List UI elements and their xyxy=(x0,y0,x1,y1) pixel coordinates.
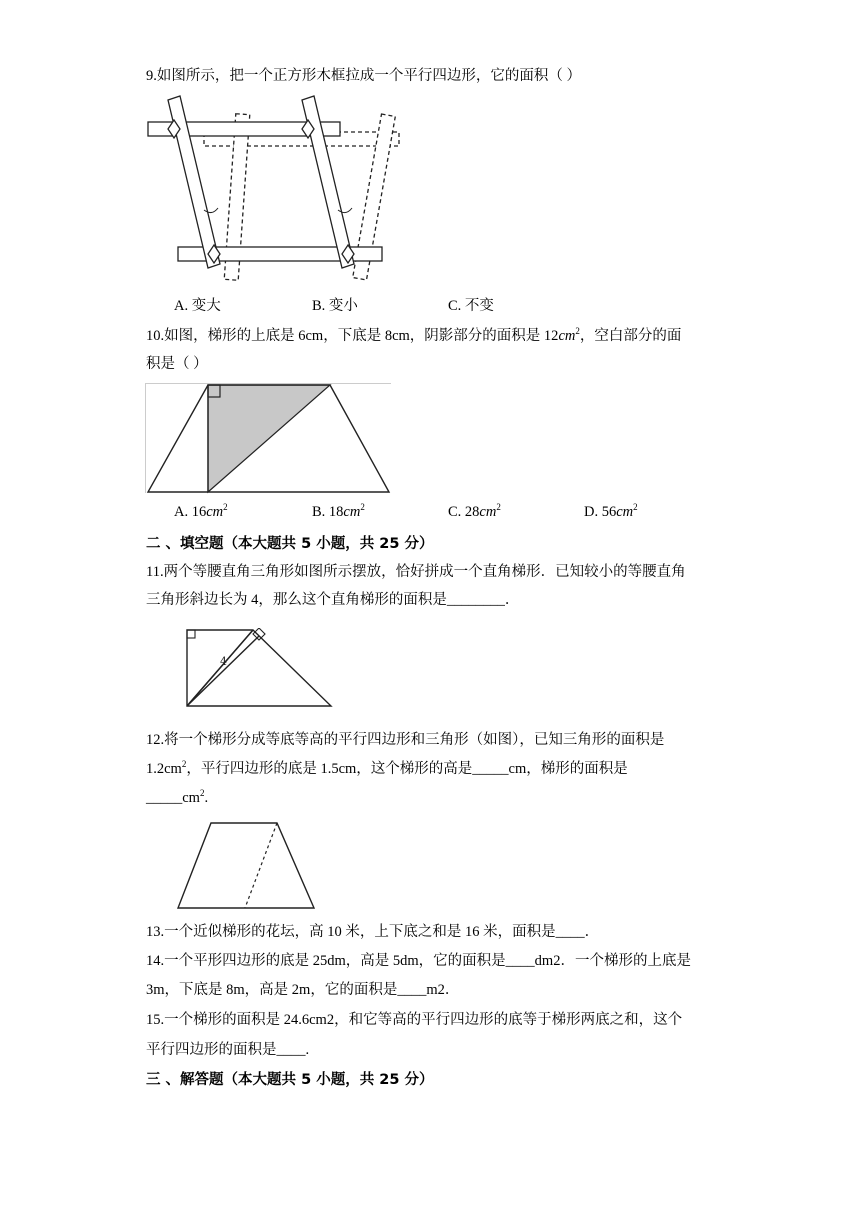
q9-stem: 9.如图所示，把一个正方形木框拉成一个平行四边形，它的面积（ ） xyxy=(146,68,581,84)
q10-option-a: A. $16cm^2$ xyxy=(174,502,228,520)
q13-text: 13.一个近似梯形的花坛，高 10 米，上下底之和是 16 米，面积是____． xyxy=(146,924,600,940)
q9-option-c: C. 不变 xyxy=(448,298,494,314)
q12-line3: $\_\_\_\_\_cm^2$. xyxy=(146,788,209,806)
q12-line2: $1.2cm^2$，平行四边形的底是 1.5cm，这个梯形的高是_____cm，梯形的面积是 xyxy=(146,759,628,777)
q11-figure-right-trapezoid xyxy=(184,628,334,708)
q10-stem-line2: 积是（ ） xyxy=(146,356,208,372)
q10-stem-line1: 10.如图，梯形的上底是 6cm，下底是 8cm，阴影部分的面积是 $12cm^2$，空白部分的面 xyxy=(146,326,682,344)
section-answer-title: 三 、解答题（本大题共 5 小题，共 25 分） xyxy=(146,1072,434,1088)
q10-option-c: C. $28cm^2$ xyxy=(448,502,501,520)
q10-option-d: D. $56cm^2$ xyxy=(584,502,638,520)
section-fill-in-title: 二 、填空题（本大题共 5 小题，共 25 分） xyxy=(146,536,434,552)
q9-option-a: A. 变大 xyxy=(174,298,221,314)
shaded-triangle xyxy=(208,385,330,492)
q14-line2: 3m，下底是 8m，高是 2m，它的面积是____m2． xyxy=(146,982,460,998)
q10-figure-trapezoid xyxy=(145,383,393,495)
q12-line1: 12.将一个梯形分成等底等高的平行四边形和三角形（如图），已知三角形的面积是 xyxy=(146,732,665,748)
q9-option-b: B. 变小 xyxy=(312,298,358,314)
q14-line1: 14.一个平形四边形的底是 25dm，高是 5dm，它的面积是____dm2．一个梯形的上底是 xyxy=(146,953,691,969)
q11-line1: 11.两个等腰直角三角形如图所示摆放，恰好拼成一个直角梯形．已知较小的等腰直角 xyxy=(146,564,686,580)
q15-line1: 15.一个梯形的面积是 24.6cm2，和它等高的平行四边形的底等于梯形两底之和，这个 xyxy=(146,1012,683,1028)
q11-line2: 三角形斜边长为 4，那么这个直角梯形的面积是________． xyxy=(146,592,520,608)
q10-option-b: B. $18cm^2$ xyxy=(312,502,365,520)
q15-line2: 平行四边形的面积是____. xyxy=(146,1042,310,1058)
q12-figure-trapezoid xyxy=(175,820,317,912)
hypotenuse-label: 4 xyxy=(220,655,227,668)
q9-figure-wooden-frame xyxy=(142,92,412,290)
